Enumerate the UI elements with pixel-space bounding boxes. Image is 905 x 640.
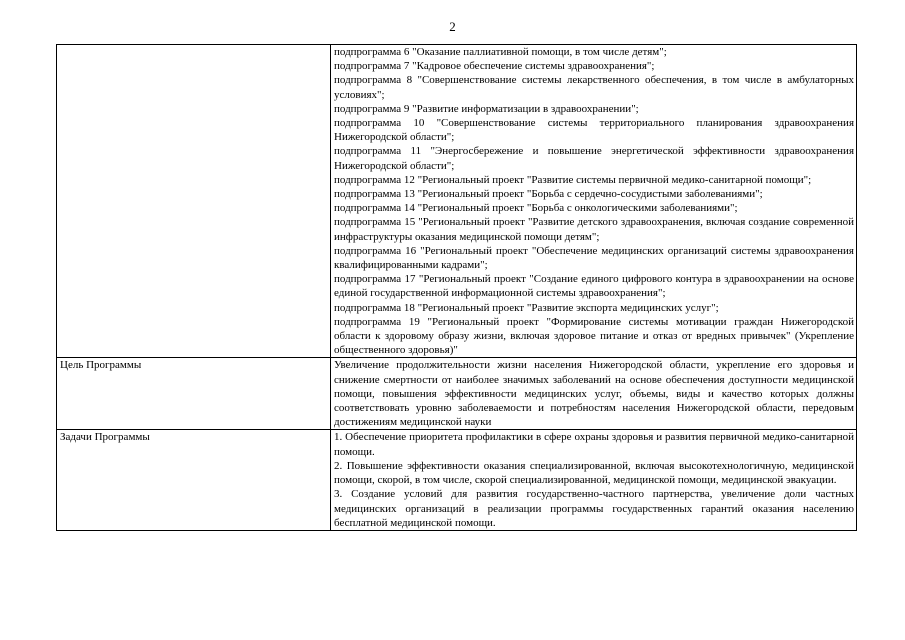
subprogram-item: подпрограмма 14 "Региональный проект "Борьба с онкологическими заболеваниями"; (334, 202, 738, 215)
subprograms-cell (331, 45, 857, 358)
goal-text: Увеличение продолжительности жизни населения Нижегородской области, укрепление его здоровья и снижение смертности от наиболее значимых заболеваний на основе обеспечения доступности медицинской помощи, повышения эффективности медицинских услуг, объемы, виды и качество которых должны соответствовать уровню заболеваемости и потребностям населения Нижегородской области, передовым достижениям медицинской науки (334, 359, 854, 429)
task-item: 1. Обеспечение приоритета профилактики в сфере охраны здоровья и развития первичной медико-санитарной помощи. (334, 431, 854, 458)
row-label-tasks: Задачи Программы (57, 430, 331, 530)
table-row (57, 430, 857, 530)
subprogram-item: подпрограмма 19 "Региональный проект "Формирование системы мотивации граждан Нижегородской области к здоровому образу жизни, включая здоровое питание и отказ от вредных привычек" (Укрепление общественного здоровья)" (334, 315, 854, 357)
subprogram-item: подпрограмма 18 "Региональный проект "Развитие экспорта медицинских услуг"; (334, 301, 719, 314)
row-label (57, 45, 331, 358)
page-number: 2 (449, 19, 456, 34)
subprogram-item: подпрограмма 11 "Энергосбережение и повышение энергетической эффективности здравоохранения Нижегородской области"; (334, 145, 854, 172)
subprogram-item: подпрограмма 9 "Развитие информатизации в здравоохранении"; (334, 102, 639, 115)
subprogram-item: подпрограмма 12 "Региональный проект "Развитие системы первичной медико-санитарной помощи"; (334, 173, 812, 186)
table-row (57, 358, 857, 430)
subprogram-item: подпрограмма 17 "Региональный проект "Создание единого цифрового контура в здравоохранении на основе единой государственной информационной системы здравоохранения"; (334, 273, 854, 300)
subprogram-item: подпрограмма 15 "Региональный проект "Развитие детского здравоохранения, включая создание современной инфраструктуры оказания медицинской помощи детям"; (334, 216, 854, 243)
subprogram-item: подпрограмма 10 "Совершенствование системы территориального планирования здравоохранения Нижегородской области"; (334, 117, 854, 144)
tasks-cell (331, 430, 857, 530)
subprogram-item: подпрограмма 6 "Оказание паллиативной помощи, в том числе детям"; (334, 46, 667, 58)
task-item: 3. Создание условий для развития государственно-частного партнерства, увеличение доли частных медицинских организаций в реализации программы государственных гарантий оказания населению бесплатной медицинской помощи. (334, 488, 854, 529)
task-item: 2. Повышение эффективности оказания специализированной, включая высокотехнологичную, медицинской помощи, скорой, в том числе, скорой специализированной, медицинской помощи, медицинской эвакуации. (334, 459, 854, 487)
row-label-goal: Цель Программы (57, 358, 331, 430)
table-row (57, 45, 857, 358)
subprogram-item: подпрограмма 7 "Кадровое обеспечение системы здравоохранения"; (334, 60, 655, 73)
subprogram-item: подпрограмма 13 "Региональный проект "Борьба с сердечно-сосудистыми заболеваниями"; (334, 188, 763, 201)
goal-cell (331, 358, 857, 430)
program-passport-table (56, 44, 857, 531)
subprogram-item: подпрограмма 8 "Совершенствование системы лекарственного обеспечения, в том числе в амбулаторных условиях"; (334, 74, 854, 101)
subprogram-item: подпрограмма 16 "Региональный проект "Обеспечение медицинских организаций системы здравоохранения квалифицированными кадрами"; (334, 244, 854, 272)
